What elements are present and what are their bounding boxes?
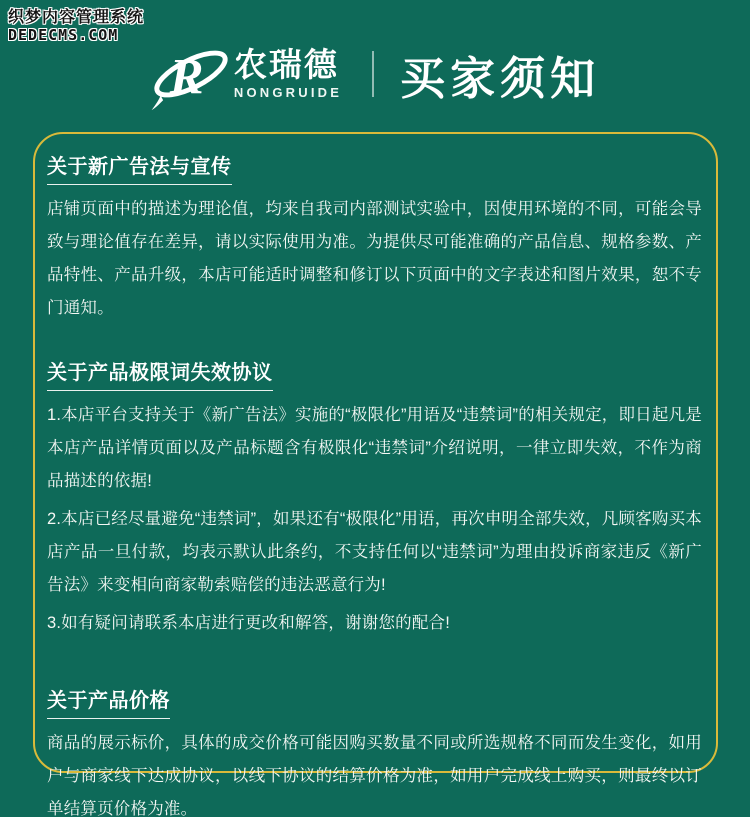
page-title: 买家须知 bbox=[400, 52, 601, 104]
section-title: 关于产品极限词失效协议 bbox=[47, 356, 273, 391]
section-paragraph: 店铺页面中的描述为理论值，均来自我司内部测试实验中，因使用环境的不同，可能会导致与理论值存在差异，请以实际使用为准。为提供尽可能准确的产品信息、规格参数、产品特性、产品升级，本店可能适时调整和修订以下页面中的文字表述和图片效果，恕不专门通知。 bbox=[47, 200, 702, 317]
nongruide-swoosh-r-icon bbox=[150, 36, 232, 112]
section-paragraph: 3.如有疑问请联系本店进行更改和解答，谢谢您的配合! bbox=[47, 614, 451, 632]
section-product-price bbox=[47, 684, 702, 817]
buyer-notice-panel bbox=[33, 132, 718, 817]
watermark-line-cn: 织梦内容管理系统 bbox=[8, 9, 145, 26]
section-advertising-law bbox=[47, 150, 702, 325]
section-title: 关于产品价格 bbox=[47, 684, 170, 719]
brand-name-chinese: 农瑞德 bbox=[233, 45, 339, 83]
section-title: 关于新广告法与宣传 bbox=[47, 150, 232, 185]
brand-logo bbox=[150, 36, 342, 112]
svg-text:R: R bbox=[169, 48, 204, 105]
section-paragraph: 1.本店平台支持关于《新广告法》实施的“极限化”用语及“违禁词”的相关规定，即日起凡是本店产品详情页面以及产品标题含有极限化“违禁词”介绍说明，一律立即失效，不作为商品描述的依据! bbox=[47, 406, 702, 490]
watermark-line-en: DEDECMS.COM bbox=[8, 26, 119, 45]
brand-name-english: NONGRUIDE bbox=[233, 85, 343, 101]
section-paragraph: 2.本店已经尽量避免“违禁词”，如果还有“极限化”用语，再次申明全部失效，凡顾客购买本店产品一旦付款，均表示默认此条约，不支持任何以“违禁词”为理由投诉商家违反《新广告法》来变相向商家勒索赔偿的违法恶意行为! bbox=[47, 510, 702, 594]
header bbox=[0, 34, 750, 114]
header-divider bbox=[372, 51, 374, 97]
brand-text bbox=[233, 45, 343, 101]
section-extreme-words bbox=[47, 356, 702, 640]
section-paragraph: 商品的展示标价，具体的成交价格可能因购买数量不同或所选规格不同而发生变化，如用户与商家线下达成协议，以线下协议的结算价格为准，如用户完成线上购买，则最终以订单结算页价格为准。 bbox=[47, 734, 702, 817]
